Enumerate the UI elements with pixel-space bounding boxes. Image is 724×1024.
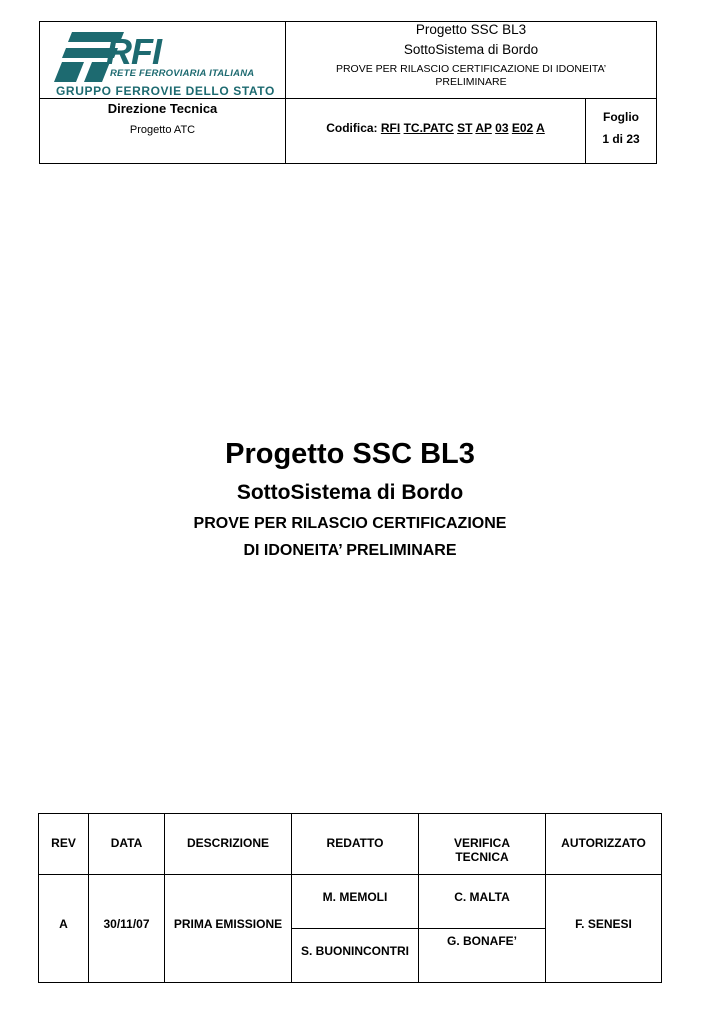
- header-title-cell: [286, 22, 656, 98]
- header-test-title: PROVE PER RILASCIO CERTIFICAZIONE DI IDONEITA’ PRELIMINARE: [335, 63, 607, 88]
- codifica-part: RFI: [380, 121, 401, 135]
- document-title: Progetto SSC BL3: [225, 438, 475, 470]
- cell-rev: A: [59, 917, 68, 931]
- cell-verifica-1: C. MALTA: [454, 890, 510, 904]
- codifica-part: TC.PATC: [403, 121, 454, 135]
- revision-table: [38, 813, 662, 983]
- document-heading-line1: PROVE PER RILASCIO CERTIFICAZIONE: [193, 515, 507, 532]
- divider: [292, 928, 545, 929]
- header-redatto: REDATTO: [326, 836, 384, 850]
- header-subsystem: SottoSistema di Bordo: [403, 42, 539, 57]
- header-project: Progetto SSC BL3: [415, 22, 527, 37]
- header-rev: REV: [51, 836, 76, 850]
- cell-redatto-1: M. MEMOLI: [322, 890, 388, 904]
- codifica-part: E02: [511, 121, 534, 135]
- cell-verifica-2: G. BONAFE’: [446, 934, 517, 948]
- divider: [39, 874, 661, 875]
- cell-redatto-2: S. BUONINCONTRI: [301, 944, 409, 958]
- project-atc: Progetto ATC: [129, 124, 196, 136]
- foglio-label: Foglio: [603, 110, 639, 124]
- foglio-cell: [586, 99, 656, 163]
- logo-brand: RFI: [106, 31, 161, 72]
- logo-group: GRUPPO FERROVIE DELLO STATO: [56, 84, 275, 98]
- codifica-part: A: [536, 121, 545, 135]
- cell-autorizzato: F. SENESI: [575, 917, 632, 931]
- cell-data: 30/11/07: [103, 917, 150, 931]
- document-heading-line2: DI IDONEITA’ PRELIMINARE: [243, 542, 457, 559]
- codifica-part: ST: [457, 121, 473, 135]
- header-verifica: VERIFICA TECNICA: [453, 836, 510, 864]
- document-subtitle: SottoSistema di Bordo: [236, 481, 464, 504]
- rfi-logo: [40, 22, 286, 99]
- foglio-value: 1 di 23: [602, 132, 640, 146]
- codifica-part: 03: [495, 121, 509, 135]
- header-table: [39, 21, 657, 164]
- direction-cell: [40, 99, 285, 163]
- cell-descrizione: PRIMA EMISSIONE: [173, 917, 283, 931]
- header-data: DATA: [110, 836, 143, 850]
- logo-tagline: RETE FERROVIARIA ITALIANA: [110, 68, 255, 79]
- codifica-label: Codifica:: [326, 121, 378, 135]
- header-autorizzato: AUTORIZZATO: [561, 836, 646, 850]
- codifica-part: AP: [475, 121, 492, 135]
- direction-label: Direzione Tecnica: [107, 101, 218, 116]
- header-descrizione: DESCRIZIONE: [186, 836, 269, 850]
- codifica-cell: [286, 99, 585, 163]
